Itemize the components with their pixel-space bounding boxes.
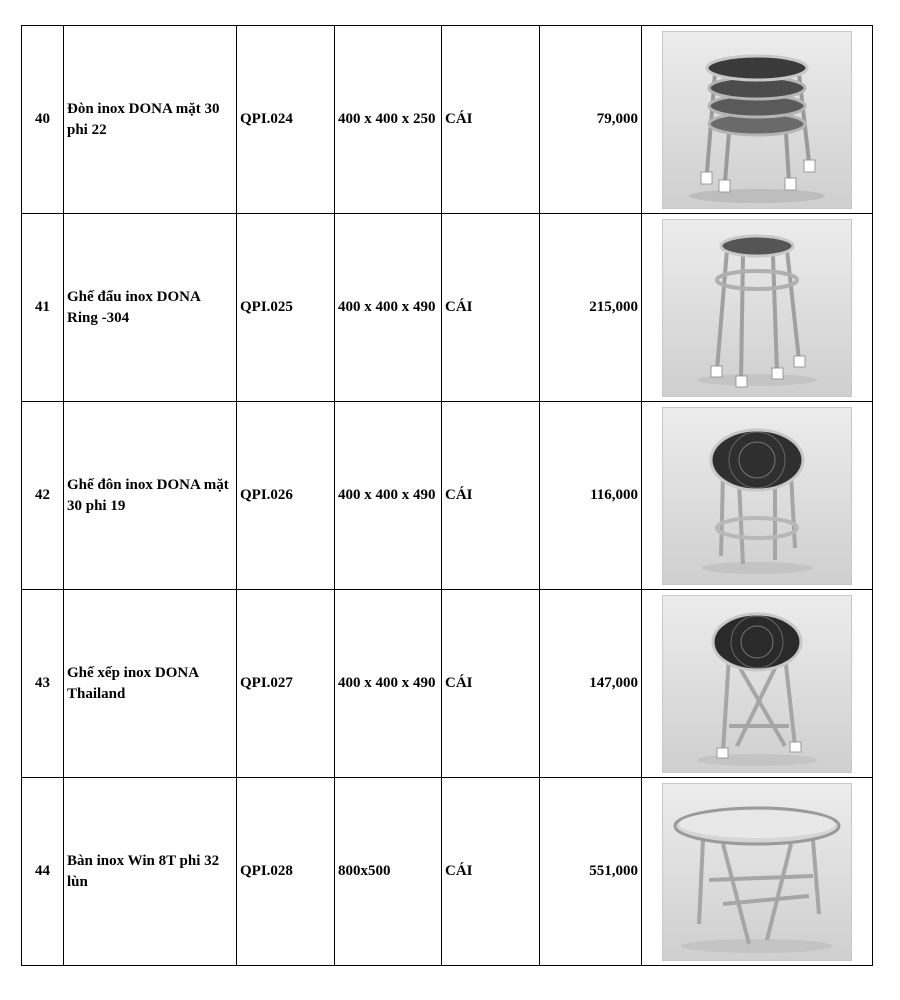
table-row <box>22 778 873 966</box>
product-image-cell <box>642 26 873 214</box>
product-unit: CÁI <box>442 778 540 966</box>
round-stool-image <box>662 407 852 585</box>
folding-table-image <box>662 783 852 961</box>
product-image-cell <box>642 590 873 778</box>
row-number: 43 <box>22 590 64 778</box>
table-row <box>22 26 873 214</box>
row-number: 44 <box>22 778 64 966</box>
product-code: QPI.026 <box>237 402 335 590</box>
product-unit: CÁI <box>442 402 540 590</box>
row-number: 41 <box>22 214 64 402</box>
table-row <box>22 590 873 778</box>
table-row <box>22 214 873 402</box>
folding-stool-image <box>662 595 852 773</box>
product-name: Ghế đôn inox DONA mặt 30 phi 19 <box>64 402 237 590</box>
product-size: 400 x 400 x 490 <box>335 590 442 778</box>
product-code: QPI.027 <box>237 590 335 778</box>
product-price: 551,000 <box>540 778 642 966</box>
product-image-cell <box>642 402 873 590</box>
product-name: Đòn inox DONA mặt 30 phi 22 <box>64 26 237 214</box>
product-unit: CÁI <box>442 26 540 214</box>
product-size: 400 x 400 x 490 <box>335 402 442 590</box>
product-price: 116,000 <box>540 402 642 590</box>
product-unit: CÁI <box>442 214 540 402</box>
product-code: QPI.028 <box>237 778 335 966</box>
product-size: 400 x 400 x 490 <box>335 214 442 402</box>
product-price: 215,000 <box>540 214 642 402</box>
product-table <box>21 25 873 966</box>
product-image-cell <box>642 214 873 402</box>
product-name: Ghế đẩu inox DONA Ring -304 <box>64 214 237 402</box>
row-number: 42 <box>22 402 64 590</box>
product-price: 79,000 <box>540 26 642 214</box>
row-number: 40 <box>22 26 64 214</box>
product-size: 800x500 <box>335 778 442 966</box>
table-row <box>22 402 873 590</box>
product-name: Ghế xếp inox DONA Thailand <box>64 590 237 778</box>
product-image-cell <box>642 778 873 966</box>
product-size: 400 x 400 x 250 <box>335 26 442 214</box>
product-name: Bàn inox Win 8T phi 32 lùn <box>64 778 237 966</box>
ring-stool-image <box>662 219 852 397</box>
product-unit: CÁI <box>442 590 540 778</box>
product-code: QPI.025 <box>237 214 335 402</box>
product-price: 147,000 <box>540 590 642 778</box>
product-code: QPI.024 <box>237 26 335 214</box>
stacked-stools-image <box>662 31 852 209</box>
